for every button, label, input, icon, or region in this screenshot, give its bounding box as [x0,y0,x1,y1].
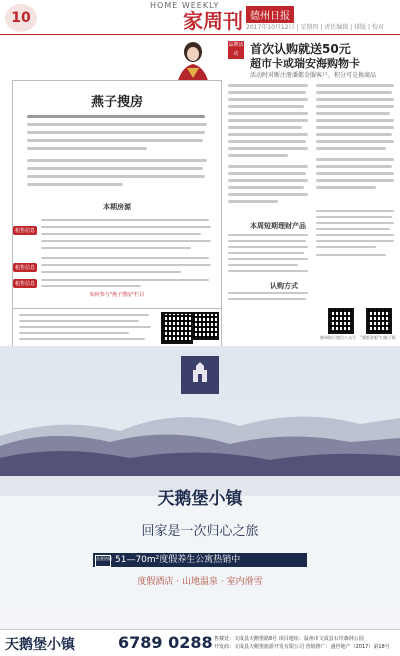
promo-subheadline: 超市卡或瑞安海购物卡 [250,57,360,70]
header-meta: 2017年10月12日 | 星期四 | 责任编辑 | 排版 | 校对 [246,24,384,31]
promo-tag: 品鉴热销 [95,555,111,567]
address-block [214,635,390,651]
masthead [0,0,400,36]
castle-logo-icon [181,356,219,394]
brand-title: 家周刊 [183,9,243,33]
qr-code[interactable] [161,312,193,344]
section-subtitle: 本期房源 [103,203,131,211]
brand-english: HOME WEEKLY [150,1,220,10]
phone-number: 6789 0288 [118,633,213,652]
section-heading: 本周短期理财产品 [250,222,306,230]
qr-code[interactable] [328,308,354,334]
address-line: 开发商：文成县天鹅堡旅游开发有限公司 营销推广：盛世地产（2017）第18号 [214,644,390,650]
listing-tag: 租售信息 [15,265,36,271]
text-line [27,115,205,118]
project-name: 天鹅堡小镇 [5,637,75,653]
issue-number: 10 [5,4,37,32]
property-listing-box [12,80,222,310]
participation-note: 如何参与"燕子搜房"栏目 [89,292,145,298]
ad-footer [0,629,400,656]
qr-caption: 德州银行微信公众号 [320,335,356,340]
listing-tag: 租售信息 [15,228,36,234]
ad-slogan: 回家是一次归心之旅 [141,524,259,539]
listing-tag: 租售信息 [15,281,36,287]
contact-box [12,308,222,348]
qr-area [228,308,396,342]
column-title: 燕子搜房 [90,95,143,110]
qr-code[interactable] [366,308,392,334]
address-line: 售楼处：文成县天鹅堡路8号 项目地址：温州市文成县石垟森林公园 [214,636,364,642]
newspaper-name: 德州日报 [246,6,294,23]
ad-features: 度假酒店 · 山地温泉 · 室内滑雪 [137,577,263,587]
advertisement [0,346,400,656]
promo-text: 51—70m²度假养生公寓热销中 [115,555,241,565]
promo-badge: 品牌活动 [228,42,244,57]
qr-caption: "潘都金服"扫描下载 [360,335,396,340]
ad-promo-bar [93,553,307,567]
qr-code[interactable] [191,312,219,340]
header-rule [0,34,400,35]
section-heading: 认购方式 [270,282,298,290]
ad-title: 天鹅堡小镇 [157,489,243,509]
promo-headline: 首次认购就送50元 [250,42,351,56]
promo-description: 活动时对断注册潘都金服客户，积分可兑换商品 [250,72,377,79]
